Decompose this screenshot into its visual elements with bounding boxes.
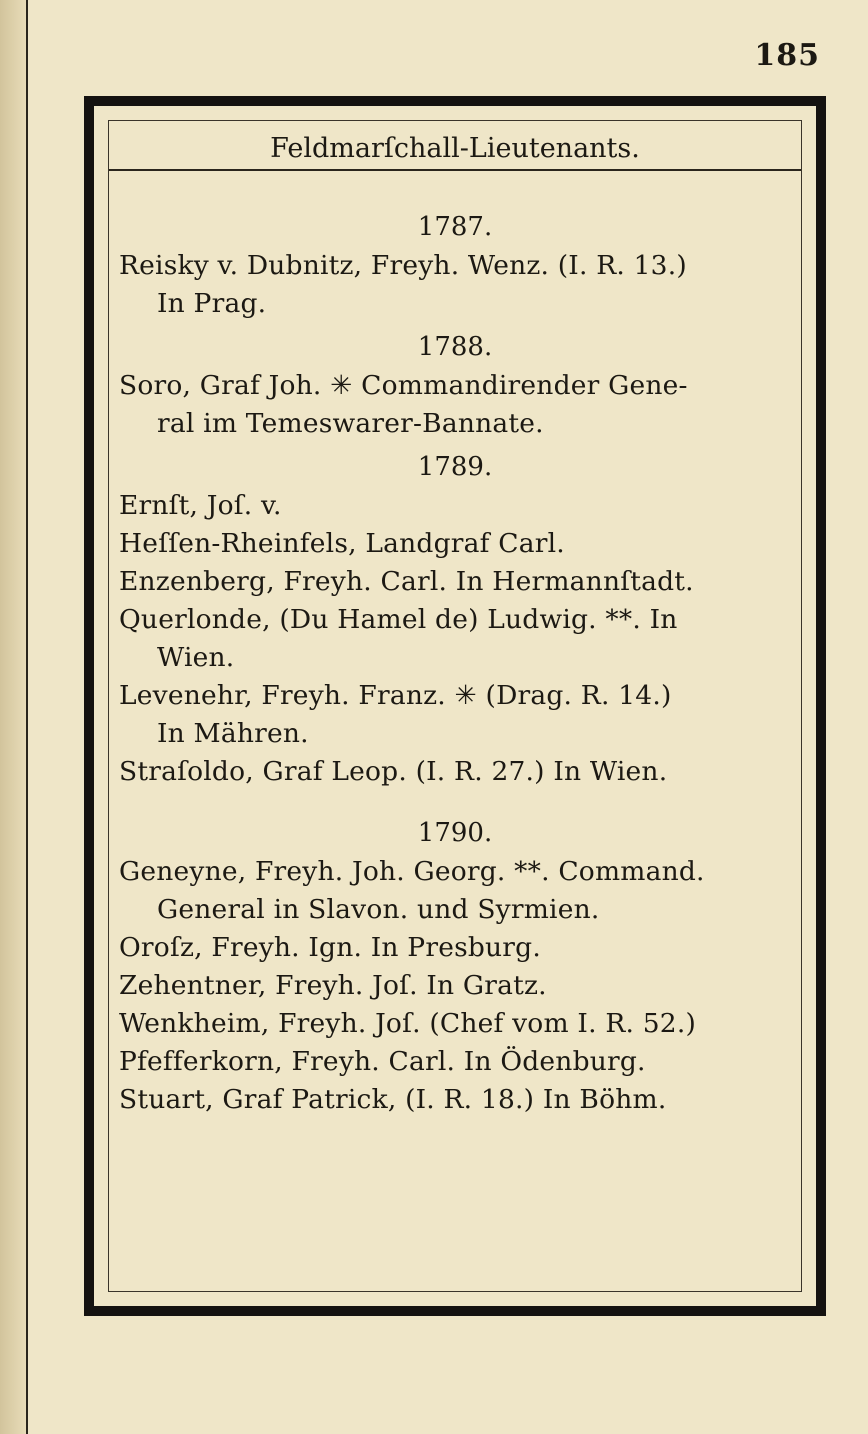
roster-entry — [119, 247, 791, 323]
entry-line: Stuart, Graf Patrick, (I. R. 18.) In Böhm. — [119, 1084, 667, 1115]
page-number: 185 — [754, 38, 820, 73]
entry-line: Oroſz, Freyh. Ign. In Presburg. — [119, 932, 541, 963]
roster-entry — [119, 563, 791, 601]
roster-entry — [119, 525, 791, 563]
year-heading: 1787. — [417, 212, 493, 242]
entry-line: Zehentner, Freyh. Joſ. In Gratz. — [119, 970, 547, 1001]
entry-line: Heſſen-Rheinfels, Landgraf Carl. — [119, 528, 565, 559]
entry-continuation-line: In Prag. — [157, 288, 267, 319]
year-heading: 1790. — [417, 818, 493, 848]
roster-entry — [119, 967, 791, 1005]
roster-entry — [119, 367, 791, 443]
entry-line: Wenkheim, Freyh. Joſ. (Chef vom I. R. 52.) — [119, 1008, 697, 1039]
entry-line: Levenehr, Freyh. Franz. ✳ (Drag. R. 14.) — [119, 680, 672, 711]
year-heading: 1789. — [417, 452, 493, 482]
entry-line: Geneyne, Freyh. Joh. Georg. **. Command. — [119, 856, 705, 887]
roster-entry — [119, 929, 791, 967]
roster-entry — [119, 1005, 791, 1043]
frame-inner — [108, 120, 802, 1292]
roster-entry — [119, 1081, 791, 1119]
entry-line: Querlonde, (Du Hamel de) Ludwig. **. In — [119, 604, 678, 635]
year-heading: 1788. — [417, 332, 493, 362]
entry-line: Pfefferkorn, Freyh. Carl. In Ödenburg. — [119, 1046, 646, 1077]
entry-line: Soro, Graf Joh. ✳ Commandirender Gene- — [119, 370, 688, 401]
entry-line: Enzenberg, Freyh. Carl. In Hermannſtadt. — [119, 566, 694, 597]
roster-entry — [119, 853, 791, 929]
entry-line: Straſoldo, Graf Leop. (I. R. 27.) In Wien. — [119, 756, 668, 787]
roster-entry — [119, 601, 791, 677]
roster-entry — [119, 677, 791, 753]
page-gutter — [0, 0, 28, 1434]
entry-continuation-line: General in Slavon. und Syrmien. — [157, 894, 600, 925]
roster-list — [109, 171, 801, 1119]
entry-line: Ernſt, Joſ. v. — [119, 490, 282, 521]
page-frame — [84, 96, 826, 1316]
roster-entry — [119, 1043, 791, 1081]
roster-entry — [119, 753, 791, 791]
page-title: Feldmarſchall-Lieutenants. — [270, 133, 640, 164]
roster-entry — [119, 487, 791, 525]
entry-continuation-line: Wien. — [157, 642, 235, 673]
entry-line: Reisky v. Dubnitz, Freyh. Wenz. (I. R. 13.) — [119, 250, 687, 281]
entry-continuation-line: ral im Temeswarer-Bannate. — [157, 408, 544, 439]
entry-continuation-line: In Mähren. — [157, 718, 309, 749]
